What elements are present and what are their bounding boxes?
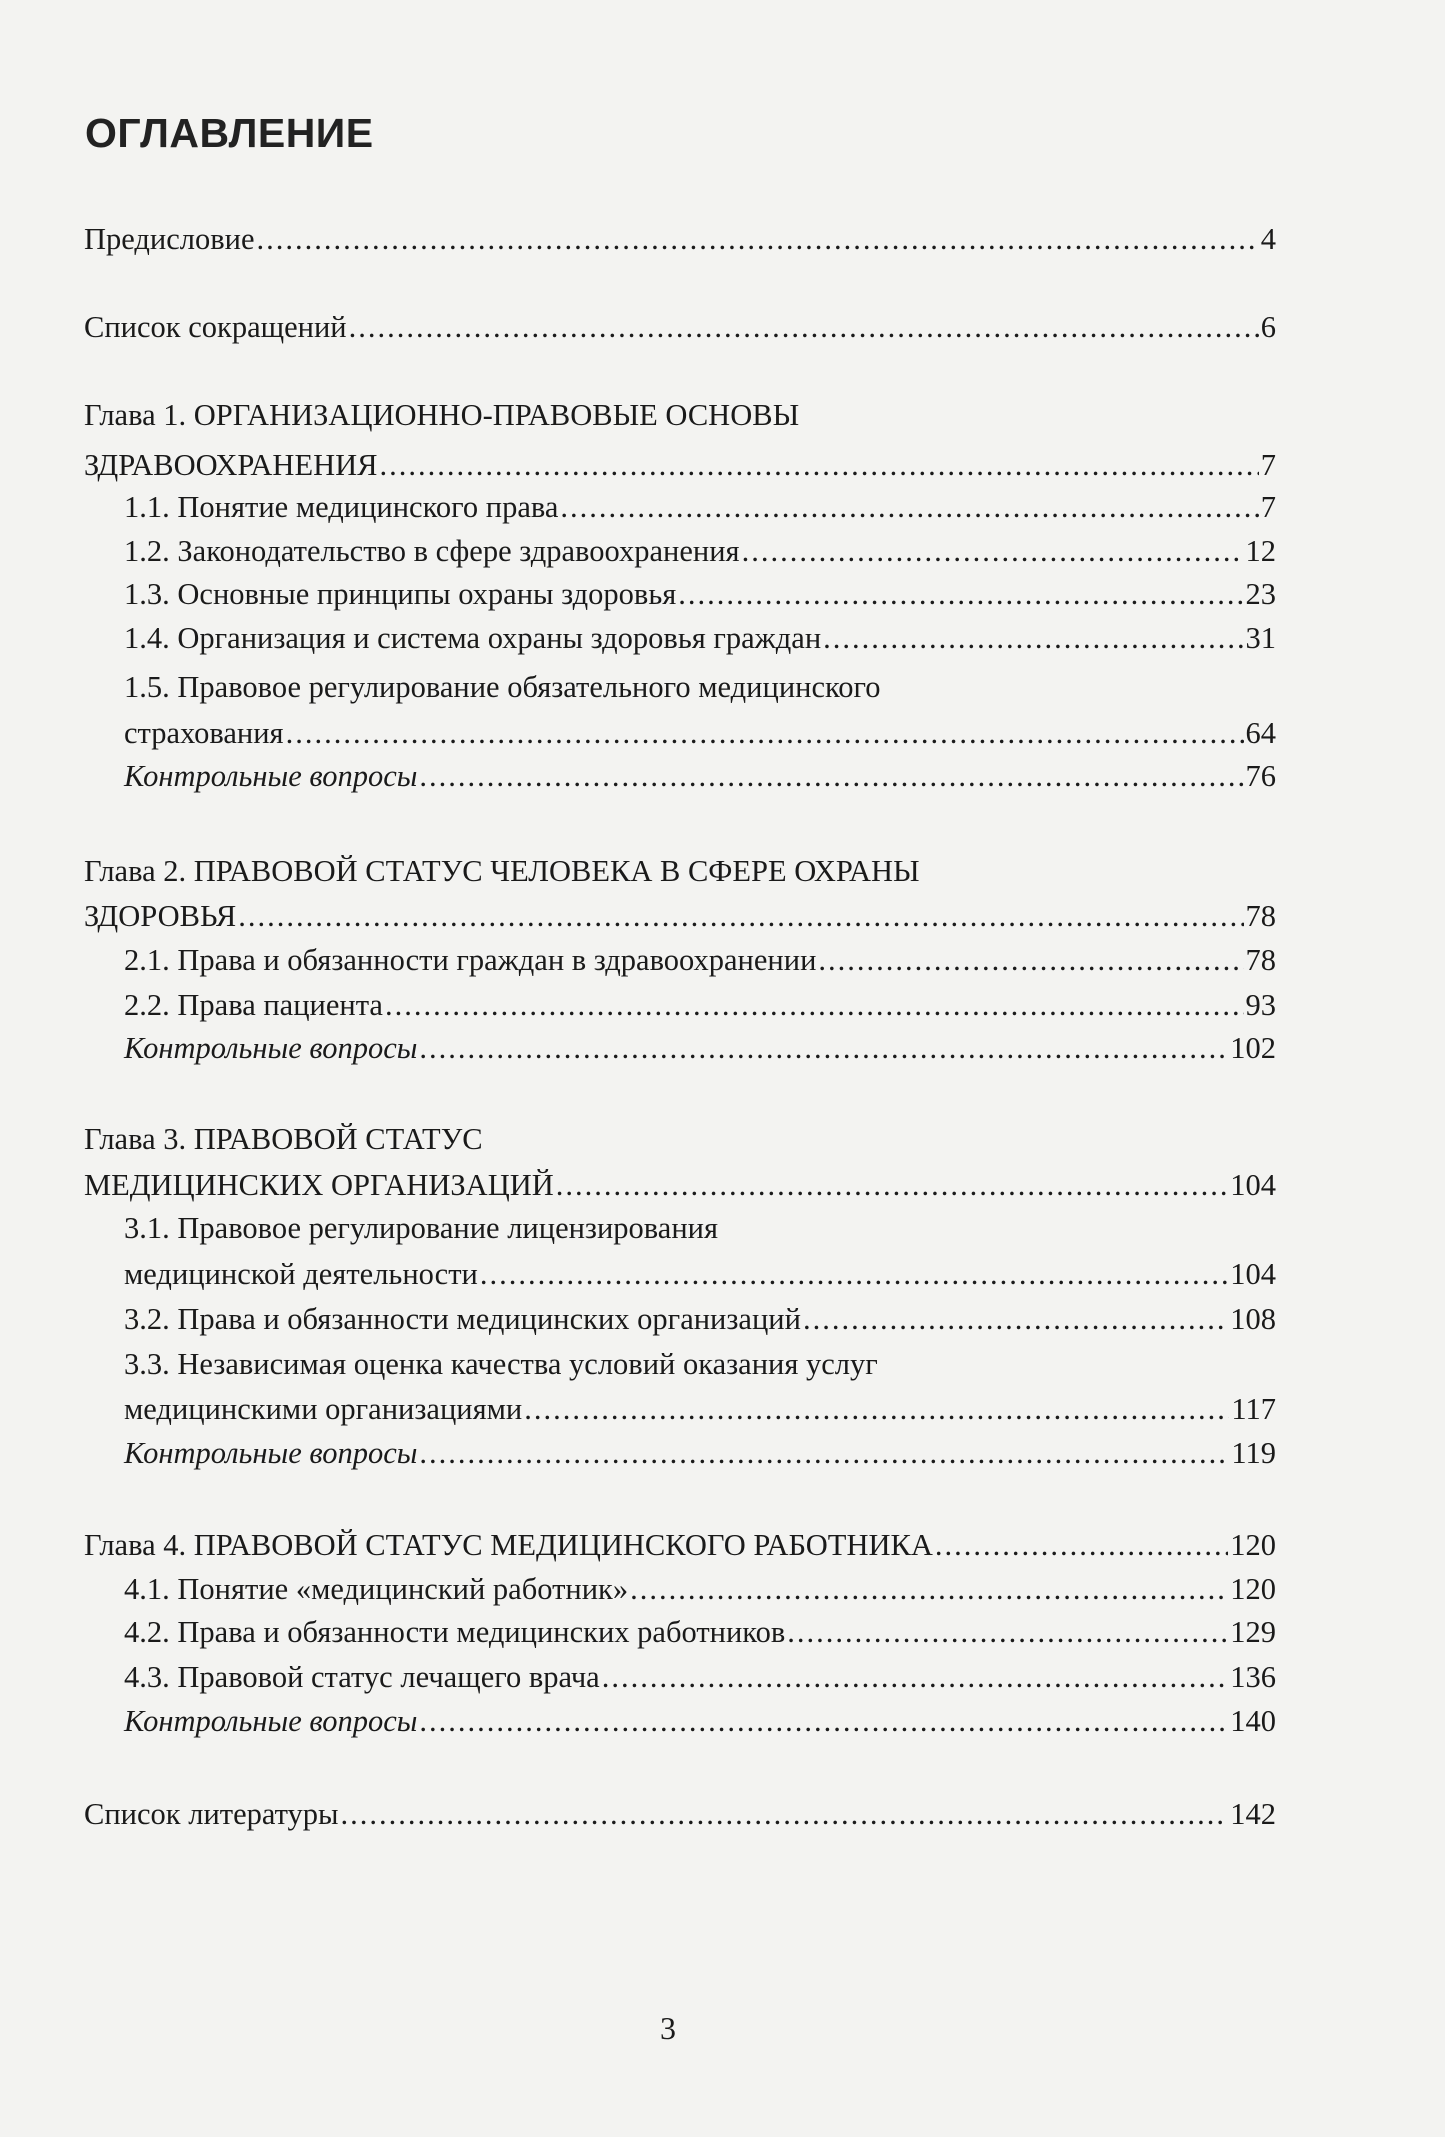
toc-entry-page: 12 bbox=[1245, 534, 1276, 568]
toc-entry-label: Контрольные вопросы bbox=[124, 759, 418, 793]
toc-entry-page: 117 bbox=[1231, 1392, 1276, 1426]
toc-entry-page: 108 bbox=[1230, 1302, 1276, 1336]
toc-entry-page: 120 bbox=[1230, 1572, 1276, 1606]
toc-entry-label: Контрольные вопросы bbox=[124, 1031, 418, 1065]
toc-entry bbox=[124, 530, 1276, 572]
toc-entry-page: 119 bbox=[1231, 1436, 1276, 1470]
toc-entry-label: Глава 4. ПРАВОВОЙ СТАТУС МЕДИЦИНСКОГО РАБОТНИКА bbox=[84, 1528, 933, 1562]
toc-entry bbox=[84, 218, 1276, 260]
toc-entry-label-cont: МЕДИЦИНСКИХ ОРГАНИЗАЦИЙ bbox=[84, 1168, 554, 1202]
toc-entry bbox=[84, 444, 1276, 486]
toc-entry bbox=[124, 1388, 1276, 1430]
toc-entry bbox=[124, 617, 1276, 659]
toc-entry-first-line bbox=[84, 1118, 483, 1160]
toc-entry-label: Глава 3. ПРАВОВОЙ СТАТУС bbox=[84, 1122, 483, 1156]
toc-entry-label-cont: медицинской деятельности bbox=[124, 1257, 478, 1291]
toc-entry-label: 2.2. Права пациента bbox=[124, 988, 383, 1022]
toc-entry-label: Предисловие bbox=[84, 222, 255, 256]
toc-entry-label: 4.2. Права и обязанности медицинских работников bbox=[124, 1615, 786, 1649]
toc-entry-label: 2.1. Права и обязанности граждан в здравоохранении bbox=[124, 943, 817, 977]
toc-entry bbox=[84, 1524, 1276, 1566]
toc-entry-label: 1.1. Понятие медицинского права bbox=[124, 490, 559, 524]
toc-entry-page: 23 bbox=[1245, 577, 1276, 611]
toc-entry-label: 4.1. Понятие «медицинский работник» bbox=[124, 1572, 629, 1606]
toc-entry-label: 1.4. Организация и система охраны здоровья граждан bbox=[124, 621, 822, 655]
toc-entry-label-cont: ЗДОРОВЬЯ bbox=[84, 899, 237, 933]
toc-entry-label: 4.3. Правовой статус лечащего врача bbox=[124, 1660, 600, 1694]
toc-entry-page: 7 bbox=[1260, 448, 1276, 482]
toc-entry-first-line bbox=[124, 666, 881, 708]
toc-entry-first-line bbox=[84, 394, 799, 436]
toc-entry bbox=[124, 1253, 1276, 1295]
toc-entry-page: 78 bbox=[1245, 943, 1276, 977]
toc-entry-first-line bbox=[84, 850, 920, 892]
toc-entry bbox=[124, 984, 1276, 1026]
toc-entry bbox=[124, 1656, 1276, 1698]
toc-entry bbox=[124, 1298, 1276, 1340]
toc-entry bbox=[124, 1568, 1276, 1610]
toc-entry-label-cont: медицинскими организациями bbox=[124, 1392, 523, 1426]
toc-entry-page: 142 bbox=[1230, 1797, 1276, 1831]
toc-entry-label: 1.5. Правовое регулирование обязательного медицинского bbox=[124, 670, 881, 704]
toc-entry-page: 78 bbox=[1245, 899, 1276, 933]
toc-entry bbox=[124, 486, 1276, 528]
toc-entry-label: Контрольные вопросы bbox=[124, 1436, 418, 1470]
toc-entry-label-cont: ЗДРАВООХРАНЕНИЯ bbox=[84, 448, 378, 482]
toc-entry-first-line bbox=[124, 1207, 718, 1249]
toc-entry-page: 102 bbox=[1230, 1031, 1276, 1065]
toc-entry-label: Глава 2. ПРАВОВОЙ СТАТУС ЧЕЛОВЕКА В СФЕРЕ ОХРАНЫ bbox=[84, 854, 920, 888]
toc-entry bbox=[84, 1793, 1276, 1835]
toc-entry bbox=[84, 1164, 1276, 1206]
toc-entry bbox=[124, 1432, 1276, 1474]
toc-entry-label: Список сокращений bbox=[84, 310, 347, 344]
toc-entry-page: 104 bbox=[1230, 1168, 1276, 1202]
toc-entry-page: 64 bbox=[1245, 716, 1276, 750]
toc-entry-label-cont: страхования bbox=[124, 716, 284, 750]
toc-entry-page: 129 bbox=[1230, 1615, 1276, 1649]
toc-entry-page: 136 bbox=[1230, 1660, 1276, 1694]
toc-entry-page: 120 bbox=[1230, 1528, 1276, 1562]
toc-entry-label: Глава 1. ОРГАНИЗАЦИОННО-ПРАВОВЫЕ ОСНОВЫ bbox=[84, 398, 800, 432]
toc-entry-label: 3.3. Независимая оценка качества условий оказания услуг bbox=[124, 1347, 878, 1381]
toc-entry bbox=[124, 1700, 1276, 1742]
toc-entry bbox=[84, 895, 1276, 937]
toc-entry bbox=[124, 712, 1276, 754]
toc-entry-page: 4 bbox=[1260, 222, 1276, 256]
toc-entry-label: Список литературы bbox=[84, 1797, 339, 1831]
toc-entry-label: 3.1. Правовое регулирование лицензирования bbox=[124, 1211, 719, 1245]
toc-entry-first-line bbox=[124, 1343, 878, 1385]
toc-entry bbox=[124, 755, 1276, 797]
toc-entry-page: 140 bbox=[1230, 1704, 1276, 1738]
toc-entry-page: 93 bbox=[1245, 988, 1276, 1022]
toc-entry-page: 104 bbox=[1230, 1257, 1276, 1291]
page-title: ОГЛАВЛЕНИЕ bbox=[85, 110, 374, 156]
toc-entry-page: 76 bbox=[1245, 759, 1276, 793]
toc-entry-label: 3.2. Права и обязанности медицинских организаций bbox=[124, 1302, 801, 1336]
toc-entry-page: 7 bbox=[1260, 490, 1276, 524]
toc-entry bbox=[84, 306, 1276, 348]
toc-entry-label: 1.2. Законодательство в сфере здравоохранения bbox=[124, 534, 740, 568]
toc-entry-label: 1.3. Основные принципы охраны здоровья bbox=[124, 577, 677, 611]
toc-entry bbox=[124, 1611, 1276, 1653]
toc-entry-page: 31 bbox=[1245, 621, 1276, 655]
toc-entry-page: 6 bbox=[1260, 310, 1276, 344]
toc-entry bbox=[124, 1027, 1276, 1069]
toc-entry bbox=[124, 573, 1276, 615]
toc-entry bbox=[124, 939, 1276, 981]
toc-entry-label: Контрольные вопросы bbox=[124, 1704, 418, 1738]
page-number: 3 bbox=[660, 2010, 676, 2046]
